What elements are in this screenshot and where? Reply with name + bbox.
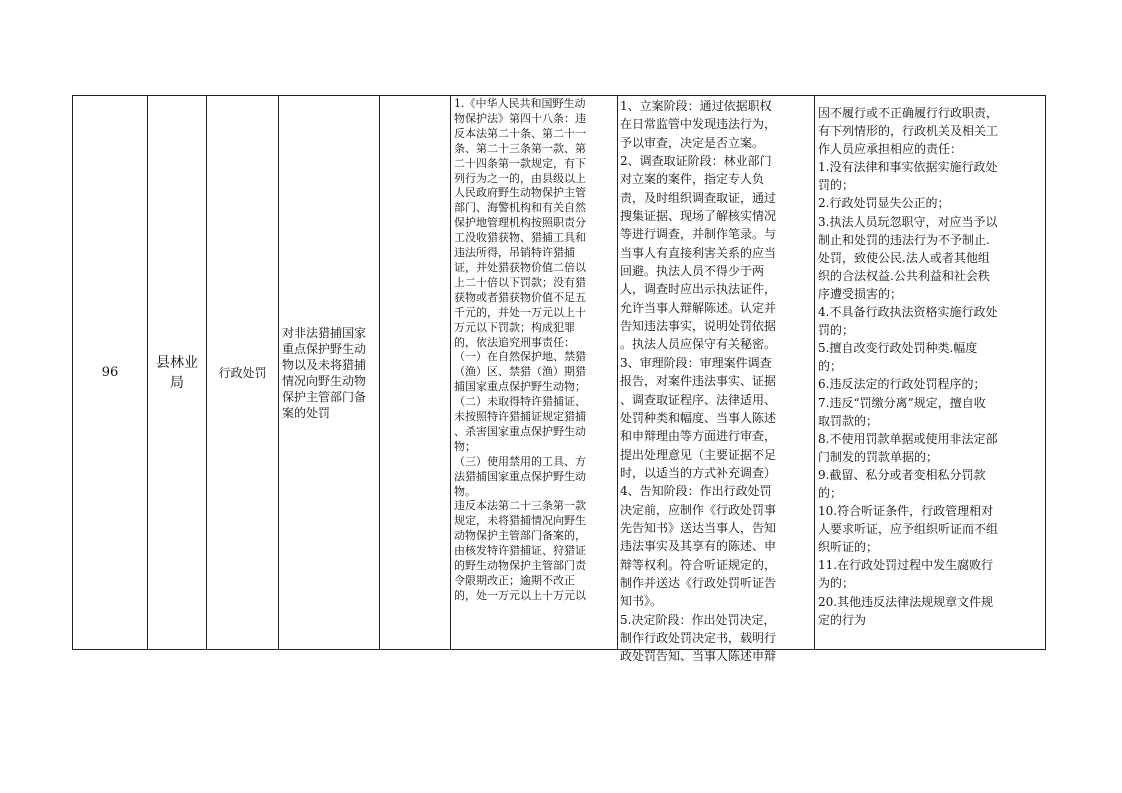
legal-basis-line: 的野生动物保护主管部门责 (454, 559, 586, 573)
responsibility-line: 3.执法人员玩忽职守，对应当予以 (818, 214, 998, 229)
legal-basis-line: 获物或者猎获物价值不足五 (454, 290, 586, 304)
process-line: 报告，对案件违法事实、证据 (620, 374, 777, 389)
responsibility-line: 20.其他违反法律法规规章文件规 (818, 594, 994, 609)
legal-basis-line: 物。 (454, 484, 476, 498)
legal-basis-line: 千元的，并处一万元以上十 (454, 305, 586, 319)
process-line: 2、调查取证阶段：林业部门 (620, 154, 772, 169)
power-list-table (72, 95, 1046, 664)
legal-basis-line: 由核发特许猎捕证、狩猎证 (454, 544, 586, 558)
process-line: 和申辩理由等方面进行审查， (620, 429, 777, 444)
process-line: 先告知书》送达当事人，告知 (620, 520, 777, 535)
responsibility-line: 6.违反法定的行政处罚程序的； (818, 377, 986, 392)
legal-basis-line: 万元以下罚款；构成犯罪 (454, 320, 575, 334)
responsibility-line: 织的合法权益.公共利益和社会秩 (818, 268, 990, 283)
responsibility-line: 罚的； (818, 178, 855, 193)
legal-basis-line: 人民政府野生动物保护主管 (454, 186, 586, 200)
legal-basis-line: 令限期改正；逾期不改正 (454, 574, 575, 587)
legal-basis-line: 、杀害国家重点保护野生动 (454, 424, 586, 438)
item-name: 对非法猎捕国家重点保护野生动物以及未将猎捕情况向野生动物保护主管部门备案的处罚 (282, 325, 367, 420)
table-row (73, 96, 1046, 650)
legal-basis-line: 上二十倍以下罚款；没有猎 (454, 275, 586, 289)
responsibility-line: 作人员应承担相应的责任： (818, 142, 963, 157)
legal-basis-line: 物； (454, 439, 476, 453)
responsibility-line: 制止和处罚的违法行为不予制止. (818, 232, 990, 247)
responsibility-cell (815, 96, 1046, 650)
responsibility-line: 有下列情形的，行政机关及相关工 (818, 124, 999, 139)
responsibility-line: 门制发的罚款单据的； (818, 449, 939, 464)
responsibility-line: 定的行为 (818, 612, 867, 627)
legal-basis-text (451, 96, 617, 642)
responsibility-line: 7.违反“罚缴分离”规定，擅自收 (818, 395, 986, 410)
process-line: 5.决定阶段：作出处罚决定， (620, 612, 776, 627)
process-line: 搜集证据、现场了解核实情况 (620, 209, 777, 224)
process-line: 政处罚告知、当事人陈述申辩 (620, 649, 777, 664)
department-name: 县林业局 (156, 354, 198, 391)
process-line: 人，调查时应出示执法证件， (620, 282, 777, 297)
responsibility-line: 1.没有法律和事实依据实施行政处 (818, 160, 998, 175)
process-line: 告知违法事实，说明处罚依据 (620, 319, 777, 334)
responsibility-line: 的； (818, 485, 843, 500)
legal-basis-line: 部门、海警机构和有关自然 (454, 201, 586, 215)
responsibility-line: 8.不使用罚款单据或使用非法定部 (818, 431, 998, 446)
legal-basis-line: 的，依法追究刑事责任： (454, 335, 575, 349)
legal-basis-line: （二）未取得特许猎捕证、 (454, 395, 586, 409)
process-line: 责，及时组织调查取证，通过 (620, 190, 777, 205)
legal-basis-line: 条、第二十三条第一款、第 (454, 141, 586, 155)
responsibility-text (815, 96, 1045, 649)
legal-basis-line: 工没收猎获物、猎捕工具和 (454, 231, 586, 245)
process-line: 4、告知阶段：作出行政处罚 (620, 484, 772, 499)
process-line: 处罚种类和幅度、当事人陈述 (620, 410, 777, 425)
legal-basis-line: 保护地管理机构按照职责分 (454, 216, 586, 230)
responsibility-line: 11.在行政处罚过程中发生腐败行 (818, 558, 994, 573)
responsibility-line: 织听证的； (818, 540, 879, 555)
legal-basis-line: （渔）区、禁猎（渔）期猎 (454, 365, 586, 379)
process-cell (618, 96, 815, 664)
process-line: 违法事实及其享有的陈述、申 (620, 539, 777, 554)
process-line: 对立案的案件，指定专人负 (620, 172, 765, 187)
legal-basis-line: 二十四条第一款规定，有下 (454, 156, 586, 170)
item-name-cell (279, 96, 380, 650)
process-line: 制作并送达《行政处罚听证告 (620, 575, 777, 590)
legal-basis-line: 动物保护主管部门备案的， (454, 529, 586, 543)
process-line: 予以审查，决定是否立案。 (620, 135, 765, 150)
legal-basis-line: 证，并处猎获物价值二倍以 (454, 260, 586, 274)
responsibility-line: 序遭受损害的； (818, 286, 903, 301)
responsibility-line: 人要求听证，应予组织听证而不组 (818, 522, 999, 537)
process-line: 1、立案阶段：通过依据职权 (620, 99, 772, 113)
process-line: 制作行政处罚决定书，载明行 (620, 630, 777, 645)
legal-basis-line: 违反本法第二十三条第一款 (454, 499, 586, 513)
legal-basis-line: 违法所得，吊销特许猎捕 (454, 246, 575, 260)
process-line: 允许当事人辩解陈述。认定并 (620, 300, 777, 315)
responsibility-line: 的； (818, 359, 843, 374)
legal-basis-line: （一）在自然保护地、禁猎 (454, 350, 586, 364)
responsibility-line: 处罚，致使公民.法人或者其他组 (818, 250, 990, 265)
legal-basis-line: 规定，未将猎捕情况向野生 (454, 514, 586, 528)
process-line: 决定前，应制作《行政处罚事 (620, 502, 777, 517)
responsibility-line: 9.截留、私分或者变相私分罚款 (818, 467, 986, 482)
process-line: 提出处理意见（主要证据不足 (620, 447, 777, 462)
responsibility-line: 罚的； (818, 323, 855, 338)
legal-basis-line: 的，处一万元以上十万元以 (454, 588, 586, 602)
responsibility-line: 10.符合听证条件，行政管理相对 (818, 504, 994, 519)
legal-basis-line: 捕国家重点保护野生动物； (454, 380, 586, 394)
department-cell (148, 96, 207, 650)
legal-basis-line: 列行为之一的，由县级以上 (454, 171, 586, 185)
responsibility-line: 取罚款的； (818, 413, 879, 428)
process-line: 等进行调查，并制作笔录。与 (620, 227, 777, 242)
process-line: 回避。执法人员不得少于两 (620, 264, 765, 279)
responsibility-line: 2.行政处罚显失公正的； (818, 196, 950, 211)
process-line: 知书》。 (620, 594, 663, 609)
process-line: 3、审理阶段：审理案件调查 (620, 355, 772, 370)
responsibility-line: 因不履行或不正确履行行政职责， (818, 106, 999, 120)
responsibility-line: 5.擅自改变行政处罚种类.幅度 (818, 341, 978, 356)
process-line: 时，以适当的方式补充调查） (620, 465, 777, 480)
power-type: 行政处罚 (218, 366, 267, 380)
blank-cell (380, 96, 451, 650)
legal-basis-line: （三）使用禁用的工具、方 (454, 454, 586, 468)
process-line: 辩等权利。符合听证规定的， (620, 557, 777, 572)
legal-basis-line: 法猎捕国家重点保护野生动 (454, 469, 586, 483)
process-line: 。执法人员应保守有关秘密。 (620, 337, 777, 352)
legal-basis-line: 物保护法》第四十八条：违 (454, 111, 586, 125)
legal-basis-line: 1.《中华人民共和国野生动 (454, 97, 586, 110)
process-line: 当事人有直接利害关系的应当 (620, 245, 777, 260)
responsibility-line: 为的； (818, 576, 855, 591)
process-text (618, 96, 814, 664)
process-line: 、调查取证程序、法律适用、 (620, 392, 777, 407)
legal-basis-line: 反本法第二十条、第二十一 (454, 126, 586, 140)
process-line: 在日常监管中发现违法行为， (620, 117, 777, 132)
power-type-cell (207, 96, 279, 650)
row-number: 96 (101, 365, 119, 380)
responsibility-line: 4.不具备行政执法资格实施行政处 (818, 305, 998, 320)
legal-basis-cell (451, 96, 618, 650)
row-number-cell (73, 96, 148, 650)
legal-basis-line: 未按照特许猎捕证规定猎捕 (454, 410, 586, 424)
